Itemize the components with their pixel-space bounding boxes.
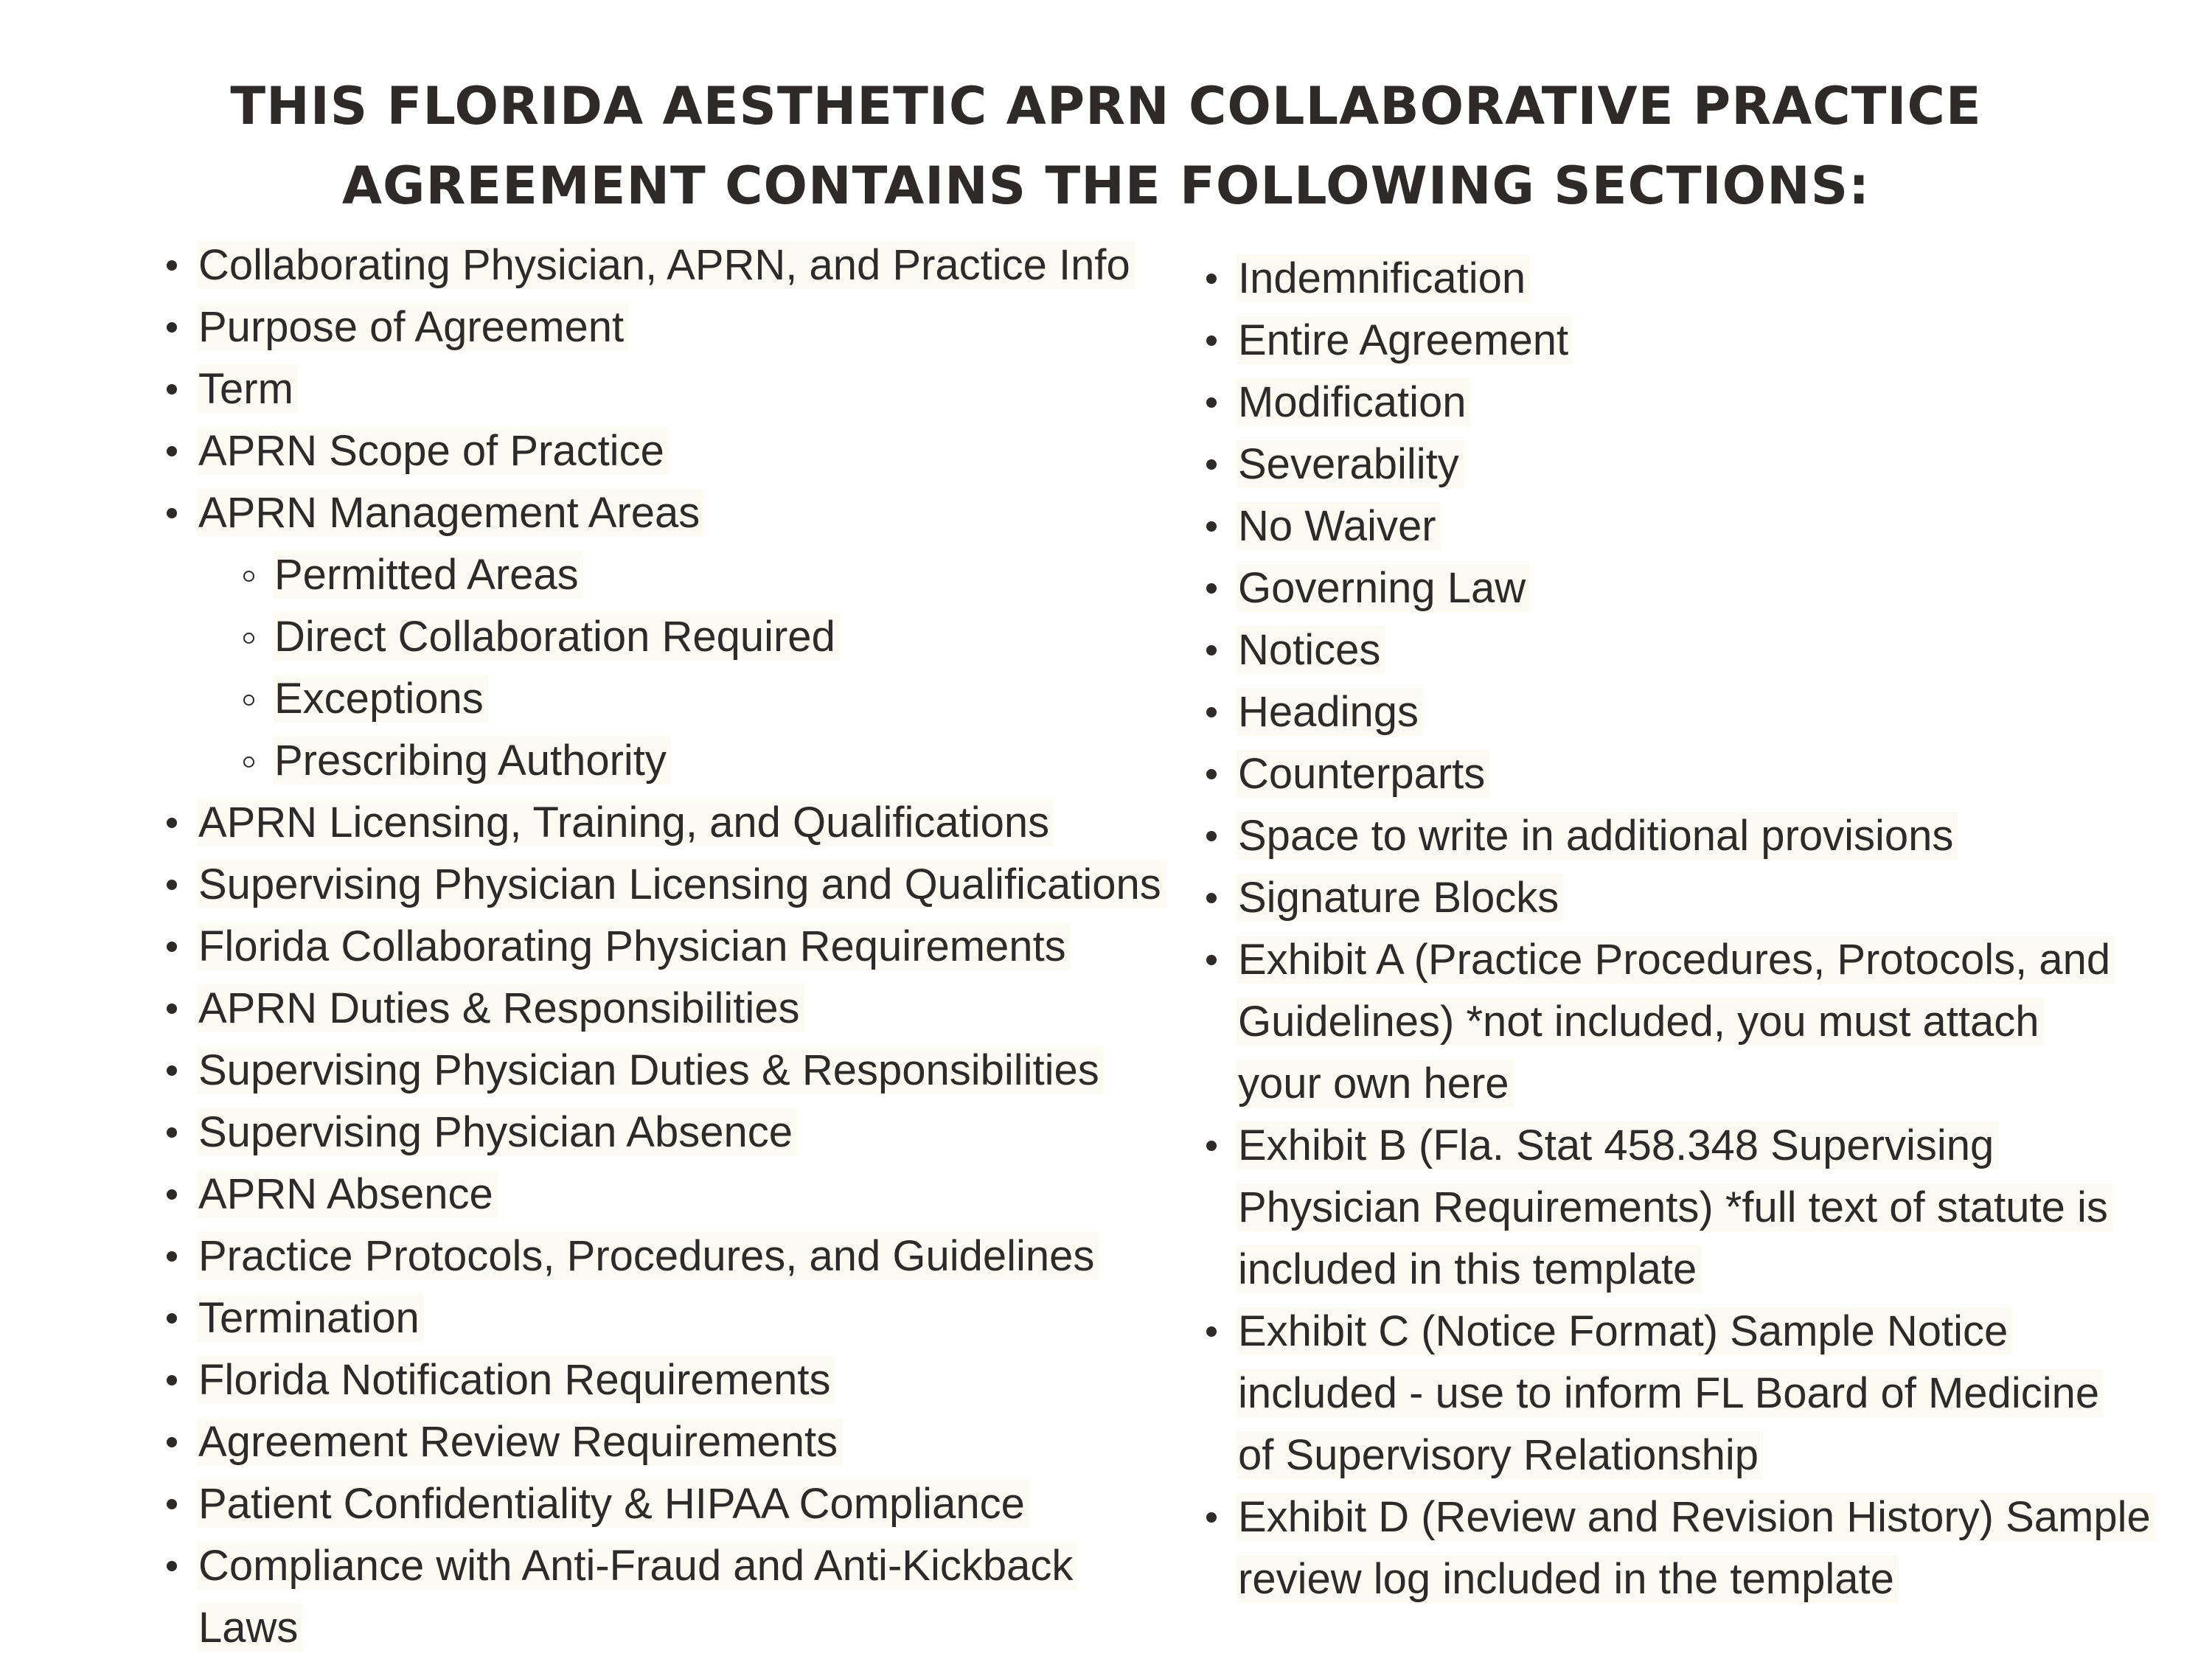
bullet-icon xyxy=(1206,645,1217,655)
hollow-bullet-icon xyxy=(243,695,254,706)
bullet-icon xyxy=(1206,1512,1217,1523)
title-line-2: AGREEMENT CONTAINS THE FOLLOWING SECTIONS: xyxy=(341,156,1871,216)
bullet-icon xyxy=(1206,955,1217,965)
list-item: Collaborating Physician, APRN, and Practice Info xyxy=(156,234,1211,296)
list-item: Severability xyxy=(1196,434,2184,495)
list-item: Headings xyxy=(1196,681,2184,743)
bullet-icon xyxy=(167,1251,177,1262)
bullet-icon xyxy=(1206,707,1217,717)
list-item: Exhibit C (Notice Format) Sample Notice included - use to inform FL Board of Medicine of Supervisory Relationship xyxy=(1196,1301,2121,1486)
list-item: Term xyxy=(156,358,1211,420)
bullet-icon xyxy=(167,322,177,333)
bullet-icon xyxy=(1206,335,1217,346)
list-item: Practice Protocols, Procedures, and Guidelines xyxy=(156,1225,1211,1287)
bullet-icon xyxy=(167,880,177,890)
list-item: Supervising Physician Licensing and Qualifications xyxy=(156,854,1211,916)
bullet-icon xyxy=(167,446,177,456)
list-item: Counterparts xyxy=(1196,743,2184,805)
bullet-icon xyxy=(1206,274,1217,284)
document-title xyxy=(0,66,2212,226)
bullet-icon xyxy=(167,942,177,952)
list-item: APRN Licensing, Training, and Qualifications xyxy=(156,792,1211,854)
list-item: APRN Management Areas xyxy=(156,482,1211,544)
bullet-icon xyxy=(167,1189,177,1200)
list-item: Exhibit B (Fla. Stat 458.348 Supervising Physician Requirements) *full text of statute is included in this template xyxy=(1196,1115,2151,1301)
bullet-icon xyxy=(1206,1326,1217,1337)
list-item: Entire Agreement xyxy=(1196,310,2184,372)
list-item: Exhibit D (Review and Revision History) Sample review log included in the template xyxy=(1196,1486,2151,1610)
bullet-icon xyxy=(167,1375,177,1385)
bullet-icon xyxy=(167,1127,177,1138)
hollow-bullet-icon xyxy=(243,633,254,644)
list-item: Notices xyxy=(1196,619,2184,681)
list-item: Florida Notification Requirements xyxy=(156,1349,1211,1411)
list-item: Exhibit A (Practice Procedures, Protocols, and Guidelines) *not included, you must attach your own here xyxy=(1196,929,2121,1115)
list-item: Termination xyxy=(156,1287,1211,1349)
bullet-icon xyxy=(167,1004,177,1014)
bullet-icon xyxy=(1206,893,1217,903)
bullet-icon xyxy=(167,1499,177,1509)
title-line-1: THIS FLORIDA AESTHETIC APRN COLLABORATIVE PRACTICE xyxy=(230,76,1982,136)
list-item: Compliance with Anti-Fraud and Anti-Kickback Laws xyxy=(156,1535,1148,1659)
bullet-icon xyxy=(167,1561,177,1571)
bullet-icon xyxy=(167,384,177,394)
sub-list-item: Exceptions xyxy=(156,668,1211,730)
bullet-icon xyxy=(167,508,177,518)
bullet-icon xyxy=(1206,1141,1217,1151)
bullet-icon xyxy=(167,1313,177,1324)
bullet-icon xyxy=(1206,831,1217,841)
list-item: APRN Scope of Practice xyxy=(156,420,1211,482)
bullet-icon xyxy=(167,1437,177,1447)
list-item: Patient Confidentiality & HIPAA Compliance xyxy=(156,1473,1211,1535)
bullet-icon xyxy=(167,818,177,828)
left-section-list xyxy=(156,234,1211,1659)
bullet-icon xyxy=(1206,459,1217,470)
sub-list-item: Direct Collaboration Required xyxy=(156,606,1211,668)
list-item: APRN Absence xyxy=(156,1164,1211,1225)
list-item: Purpose of Agreement xyxy=(156,296,1211,358)
bullet-icon xyxy=(1206,769,1217,779)
list-item: Agreement Review Requirements xyxy=(156,1411,1211,1473)
list-item: Supervising Physician Absence xyxy=(156,1102,1211,1164)
list-item: Space to write in additional provisions xyxy=(1196,805,2184,867)
list-item: APRN Duties & Responsibilities xyxy=(156,978,1211,1040)
right-section-list xyxy=(1196,248,2184,1610)
sub-list-item: Prescribing Authority xyxy=(156,730,1211,792)
list-item: Signature Blocks xyxy=(1196,867,2184,929)
bullet-icon xyxy=(167,260,177,271)
list-item: Modification xyxy=(1196,372,2184,434)
hollow-bullet-icon xyxy=(243,757,254,768)
list-item: Indemnification xyxy=(1196,248,2184,310)
bullet-icon xyxy=(1206,521,1217,532)
bullet-icon xyxy=(167,1065,177,1076)
list-item: Florida Collaborating Physician Requirements xyxy=(156,916,1211,978)
bullet-icon xyxy=(1206,583,1217,594)
hollow-bullet-icon xyxy=(243,571,254,582)
bullet-icon xyxy=(1206,397,1217,408)
list-item: Supervising Physician Duties & Responsibilities xyxy=(156,1040,1211,1102)
sub-list-item: Permitted Areas xyxy=(156,544,1211,606)
list-item: Governing Law xyxy=(1196,557,2184,619)
list-item: No Waiver xyxy=(1196,495,2184,557)
